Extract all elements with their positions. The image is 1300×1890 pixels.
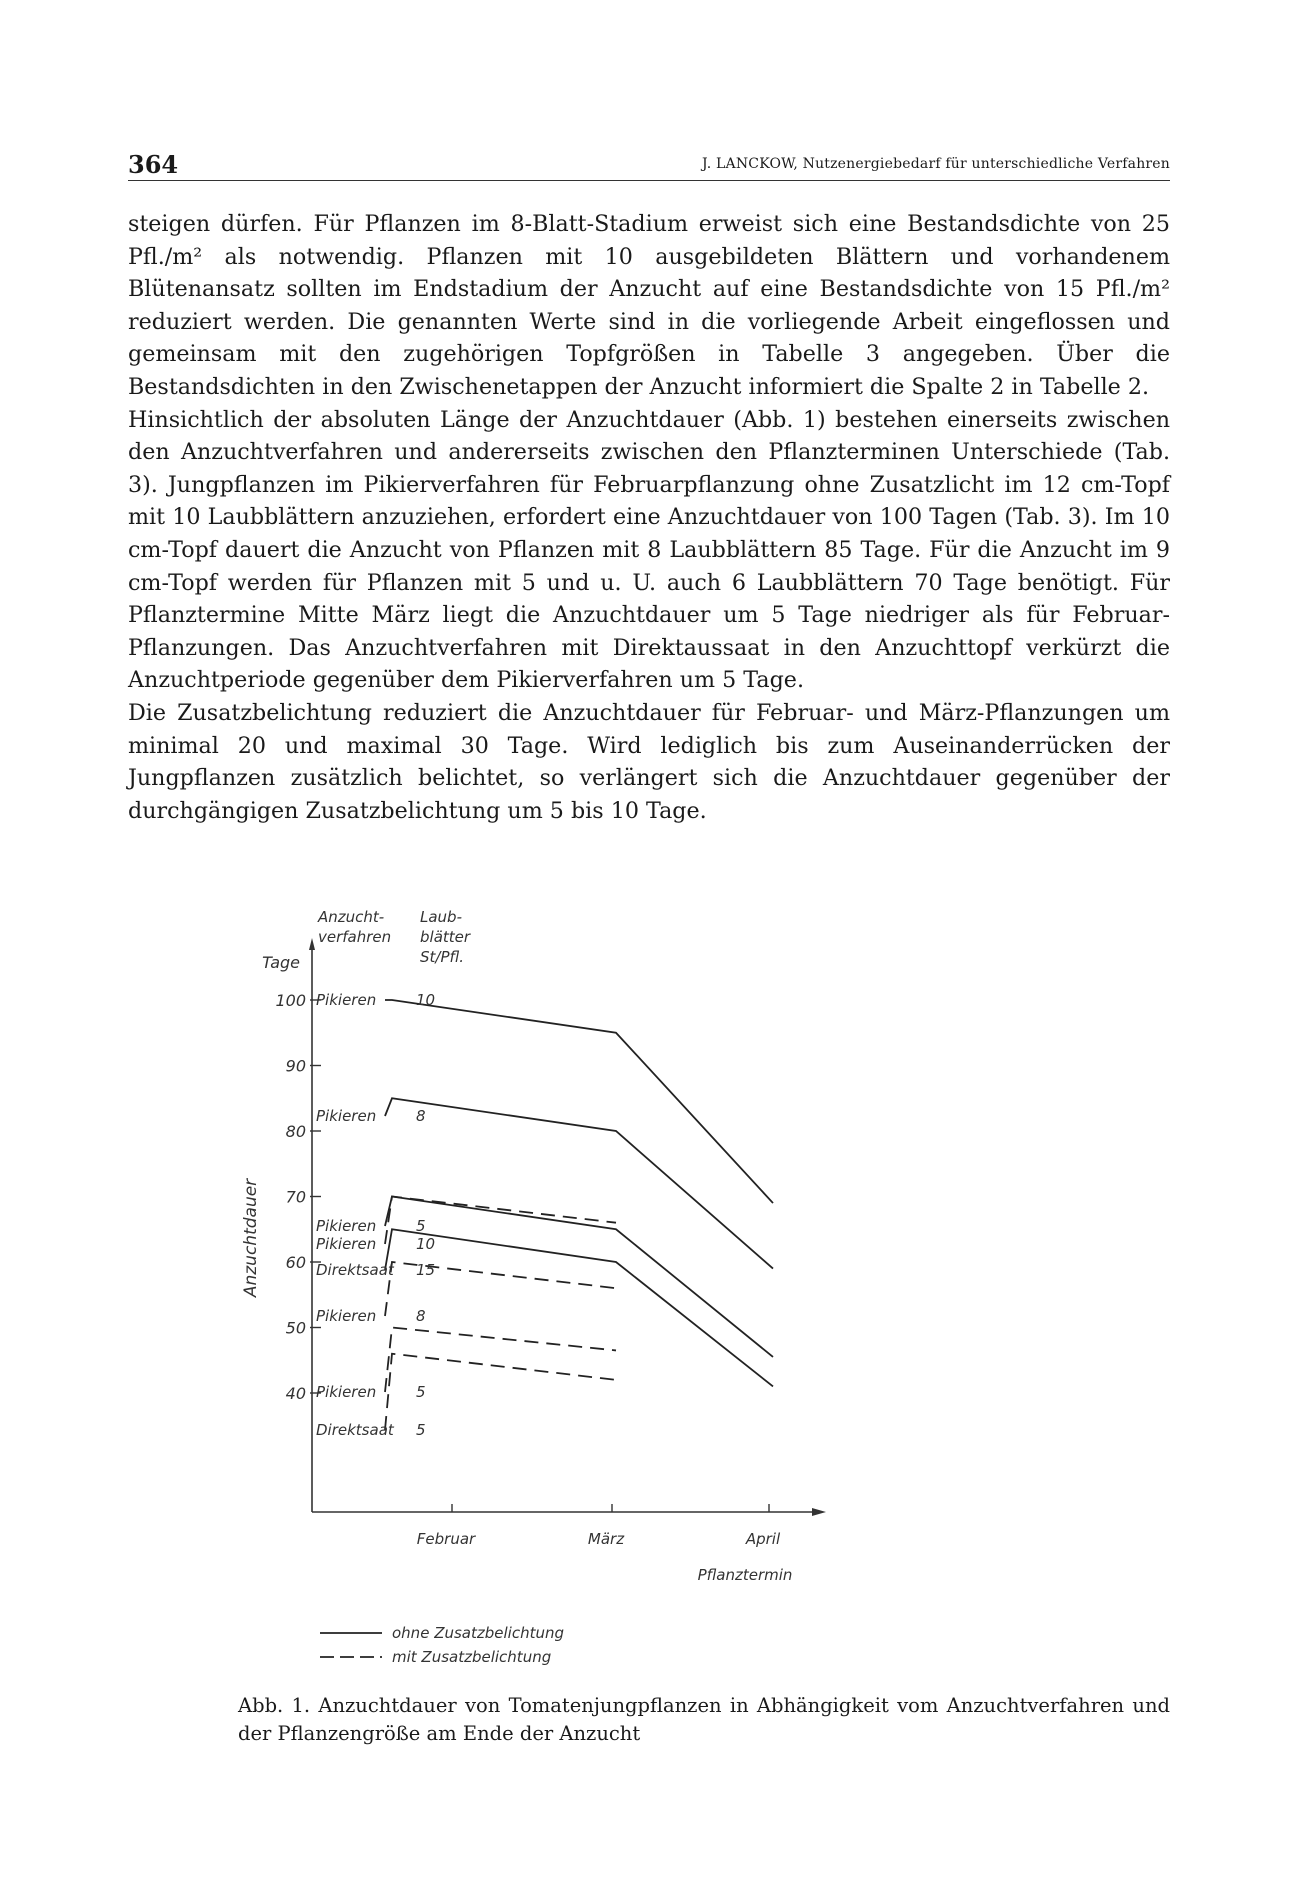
figure (220, 908, 900, 1688)
series-leaves-label: 5 (416, 1383, 426, 1401)
series-line (385, 1229, 773, 1386)
x-axis-arrow (812, 1508, 826, 1516)
y-tick-label: 100 (275, 991, 306, 1010)
x-axis-label: Pflanztermin (697, 1566, 793, 1584)
running-title: J. LANCKOW, Nutzenergiebedarf für unterschiedliche Verfahren (702, 156, 1170, 172)
legend-label: ohne Zusatzbelichtung (392, 1624, 564, 1642)
y-tick-label: 40 (285, 1384, 306, 1403)
x-tick-label: April (745, 1530, 781, 1548)
series-leaves-label: 8 (416, 1107, 426, 1125)
series-method-label: Pikieren (316, 1107, 377, 1125)
y-tick-label: 70 (285, 1187, 306, 1207)
body-text (128, 208, 1170, 827)
legend-label: mit Zusatzbelichtung (392, 1648, 552, 1666)
series-method-label: Pikieren (316, 991, 377, 1009)
page-header (128, 150, 1170, 181)
series-method-label: Pikieren (316, 1217, 377, 1235)
series-line (385, 1098, 773, 1268)
series-leaves-label: 5 (416, 1421, 426, 1439)
series-leaves-label: 5 (416, 1217, 426, 1235)
figure-caption: Abb. 1. Anzuchtdauer von Tomatenjungpflanzen in Abhängigkeit vom Anzuchtverfahren und der Pflanzengröße am Ende der Anzucht (238, 1694, 1170, 1745)
x-tick-label: März (587, 1530, 625, 1548)
series-leaves-label: 8 (416, 1307, 426, 1325)
column-header-method: verfahren (318, 928, 392, 946)
paragraph: Hinsichtlich der absoluten Länge der Anzuchtdauer (Abb. 1) bestehen einerseits zwischen den Anzuchtverfahren und andererseits zwischen den Pflanzterminen Unterschiede (Tab. 3). Jungpflanzen im Pikierverfahren für Februarpflanzung ohne Zusatzlicht im 12 cm-Topf mit 10 Laubblättern anzuziehen, erfordert eine Anzuchtdauer von 100 Tagen (Tab. 3). Im 10 cm-Topf dauert die Anzucht von Pflanzen mit 8 Laubblättern 85 Tage. Für die Anzucht im 9 cm-Topf werden für Pflanzen mit 5 und u. U. auch 6 Laubblättern 70 Tage benötigt. Für Pflanztermine Mitte März liegt die Anzuchtdauer um 5 Tage niedriger als für Februar-Pflanzungen. Das Anzuchtverfahren mit Direktaussaat in den Anzuchttopf verkürzt die Anzuchtperiode gegenüber dem Pikierverfahren um 5 Tage. (128, 406, 1170, 694)
y-tick-label: 50 (285, 1318, 306, 1338)
column-header-leaves: blätter (420, 928, 471, 946)
line-chart (220, 908, 900, 1688)
paragraph: steigen dürfen. Für Pflanzen im 8-Blatt-Stadium erweist sich eine Bestandsdichte von 25 Pfl./m² als notwendig. Pflanzen mit 10 ausgebildeten Blättern und vorhandenem Blütenansatz sollten im Endstadium der Anzucht auf eine Bestandsdichte von 15 Pfl./m² reduziert werden. Die genannten Werte sind in die vorliegende Arbeit eingeflossen und gemeinsam mit den zugehörigen Topfgrößen in Tabelle 3 angegeben. Über die Bestandsdichten in den Zwischenetappen der Anzucht informiert die Spalte 2 in Tabelle 2. (128, 211, 1170, 400)
series-method-label: Pikieren (316, 1383, 377, 1401)
y-axis-label: Anzuchtdauer (241, 1178, 261, 1298)
x-tick-label: Februar (416, 1530, 476, 1548)
page-number: 364 (128, 150, 179, 179)
y-tick-label: 60 (285, 1253, 306, 1272)
y-axis-arrow (309, 938, 315, 950)
y-unit-label: Tage (262, 953, 300, 972)
series-method-label: Pikieren (316, 1235, 377, 1253)
column-header-leaves: St/Pfl. (420, 948, 464, 966)
series-line (385, 1000, 773, 1203)
y-tick-label: 90 (285, 1056, 306, 1076)
column-header-leaves: Laub- (420, 908, 462, 926)
series-method-label: Pikieren (316, 1307, 377, 1325)
series-method-label: Direktsaat (316, 1261, 394, 1279)
y-tick-label: 80 (285, 1122, 306, 1141)
paragraph: Die Zusatzbelichtung reduziert die Anzuchtdauer für Februar- und März-Pflanzungen um minimal 20 und maximal 30 Tage. Wird lediglich bis zum Auseinanderrücken der Jungpflanzen zusätzlich belichtet, so verlängert sich die Anzuchtdauer gegenüber der durchgängigen Zusatzbelichtung um 5 bis 10 Tage. (128, 699, 1170, 824)
series-leaves-label: 10 (416, 991, 436, 1009)
series-leaves-label: 15 (416, 1261, 436, 1279)
column-header-method: Anzucht- (318, 908, 385, 926)
series-leaves-label: 10 (416, 1235, 436, 1253)
series-method-label: Direktsaat (316, 1421, 394, 1439)
